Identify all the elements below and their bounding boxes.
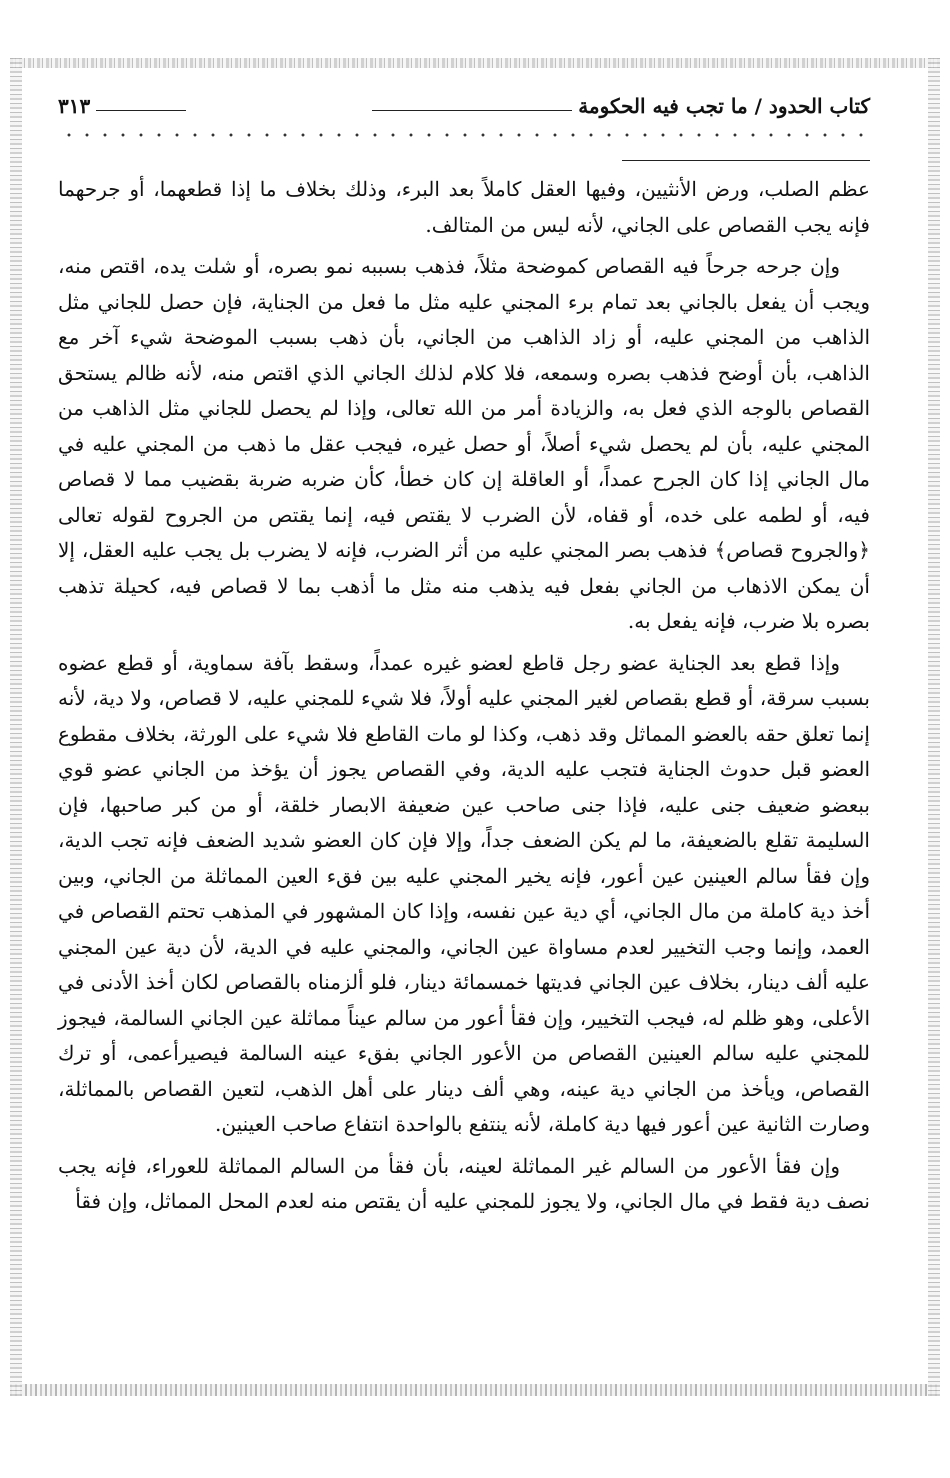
dotted-separator (60, 128, 870, 142)
header-rule-right (372, 110, 572, 111)
decorative-border-bottom (10, 1384, 940, 1396)
chapter-title: كتاب الحدود / ما تجب فيه الحكومة (578, 94, 870, 118)
paragraph: عظم الصلب، ورض الأنثيين، وفيها العقل كاملاً بعد البرء، وذلك بخلاف ما إذا قطعهما، أو جرحهما فإنه يجب القصاص على الجاني، لأنه ليس من المتالف. (58, 177, 870, 237)
paragraph: وإن فقأ الأعور من السالم غير المماثلة لعينه، بأن فقأ من السالم المماثلة للعوراء، فإنه يجب نصف دية فقط في مال الجاني، ولا يجوز للمجني عليه أن يقتص منه لعدم المحل المماثل، وإن فقأ (58, 1153, 870, 1213)
page-number: ٣١٣ (58, 94, 91, 118)
running-header (58, 86, 870, 126)
section-rule (622, 160, 870, 161)
decorative-border-top (10, 58, 940, 68)
decorative-border-right (928, 58, 940, 1396)
body-text (58, 172, 870, 1226)
decorative-border-left (10, 58, 22, 1396)
header-rule-left (96, 110, 186, 111)
paragraph: وإذا قطع بعد الجناية عضو رجل قاطع لعضو غيره عمداً، وسقط بآفة سماوية، أو قطع عضوه بسبب سرقة، أو قطع بقصاص لغير المجني عليه أولاً، فلا شيء للمجني عليه، لا قصاص، ولا دية، لأنه إنما تعلق حقه بالعضو المماثل وقد ذهب، وكذا لو مات القاطع فلا شيء على الورثة، بخلاف مقطوع العضو قبل حدوث الجناية فتجب عليه الدية، وفي القصاص يجوز أن يؤخذ من الجاني عضو قوي ببعضو ضعيف جنى عليه، فإذا جنى صاحب عين ضعيفة الابصار خلقة، أو من كبر صاحبها، فإن السليمة تقلع بالضعيفة، ما لم يكن الضعف جداً، وإلا فإن كان العضو شديد الضعف فإنه تجب الدية، وإن فقأ سالم العينين عين أعور، فإنه يخير المجني عليه بين فقء العين المماثلة من الجاني، وبين أخذ دية كاملة من مال الجاني، أي دية عين نفسه، وإذا كان المشهور في المذهب تحتم القصاص في العمد، وإنما وجب التخيير لعدم مساواة عين الجاني، والمجني عليه في الدية، لأن دية عين المجني عليه ألف دينار، بخلاف عين الجاني فديتها خمسمائة دينار، فلو ألزمناه بالقصاص لكان أخذ الأدنى في الأعلى، وهو ظلم له، فيجب التخيير، وإن فقأ أعور من سالم عيناً مماثلة عين الجاني السالمة، فيجوز للمجني عليه سالم العينين القصاص من الأعور الجاني بفقء عينه السالمة فيصيرأعمى، أو ترك القصاص، ويأخذ من الجاني دية عينه، وهي ألف دينار على أهل الذهب، لتعين القصاص بالمماثلة، وصارت الثانية عين أعور فيها دية كاملة، لأنه ينتفع بالواحدة انتفاع صاحب العينين. (58, 650, 870, 1136)
paragraph: وإن جرحه جرحاً فيه القصاص كموضحة مثلاً، فذهب بسببه نمو بصره، أو شلت يده، اقتص منه، ويجب أن يفعل بالجاني بعد تمام برء المجني عليه مثل ما فعل من الجناية، فإن حصل للجاني مثل الذاهب من المجني عليه، أو زاد الذاهب من الجاني، بأن ذهب بسبب الموضحة شيء آخر مع الذاهب، بأن أوضح فذهب بصره وسمعه، فلا كلام لذلك الجاني الذي اقتص منه، لأنه ظالم يستحق القصاص بالوجه الذي فعل به، والزيادة أمر من الله تعالى، وإذا لم يحصل للجاني مثل الذاهب من المجني عليه، بأن لم يحصل شيء أصلاً، أو حصل غيره، فيجب عقل ما ذهب من المجني عليه في مال الجاني إذا كان الجرح عمداً، أو العاقلة إن كان خطأ، كأن ضربه ضربة بقضيب مما لا قصاص فيه، أو لطمه على خده، أو قفاه، لأن الضرب لا يقتص فيه، إنما يقتص من الجروح لقوله تعالى ﴿والجروح قصاص﴾ فذهب بصر المجني عليه من أثر الضرب، فإنه لا يضرب بل يجب عليه العقل، إلا أن يمكن الاذهاب من الجاني بفعل فيه يذهب منه مثل ما أذهب بما لا قصاص فيه، كحيلة تذهب بصره بلا ضرب، فإنه يفعل به. (58, 254, 870, 633)
